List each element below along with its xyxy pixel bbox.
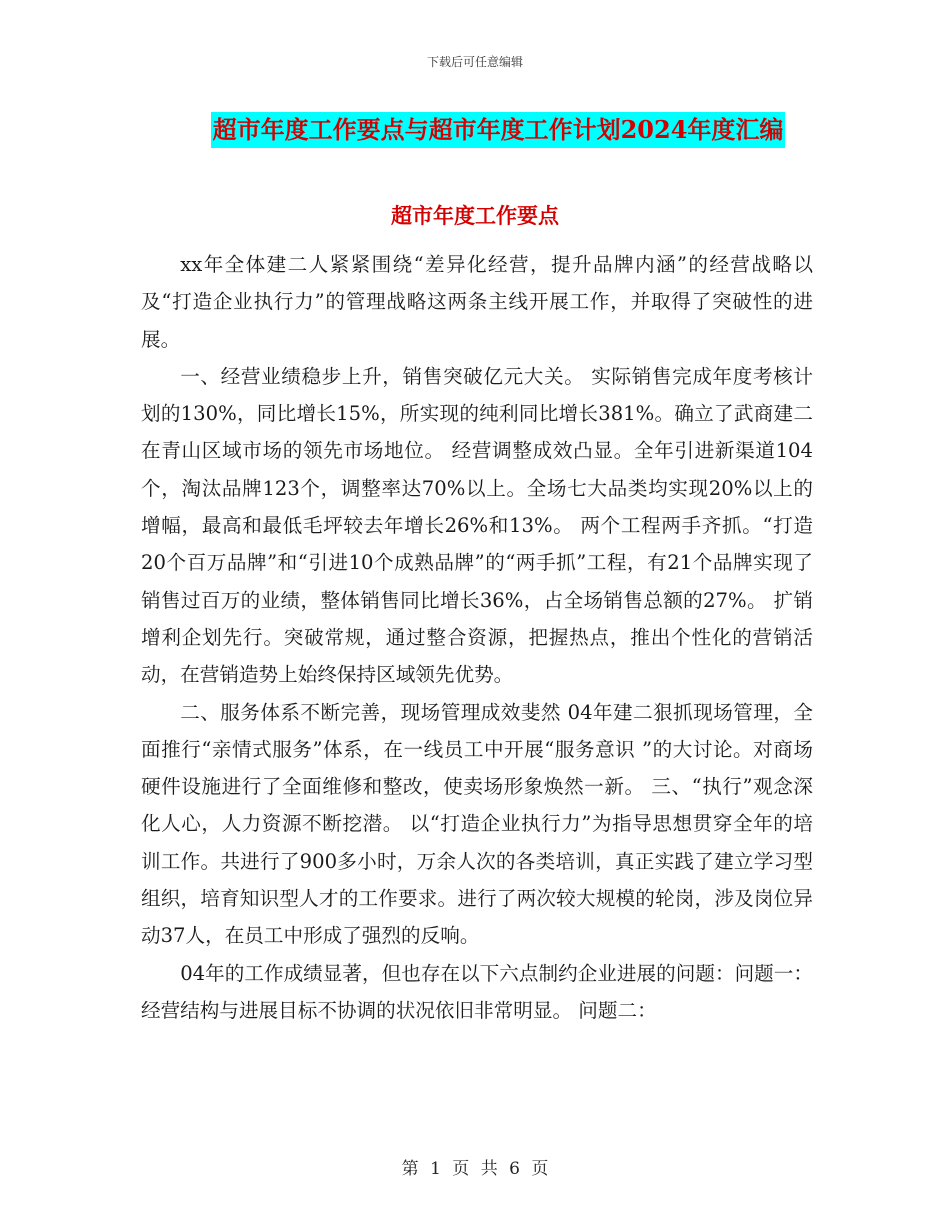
body-paragraph: 一、经营业绩稳步上升，销售突破亿元大关。 实际销售完成年度考核计划的130%，同比增长15%，所实现的纯利同比增长381%。确立了武商建二在青山区域市场的领先市场地位。 经营调整成效凸显。全年引进新渠道104个，淘汰品牌123个，调整率达70%以上。全场七大品类均实现20%以上的增幅，最高和最低毛坪较去年增长26%和13%。 两个工程两手齐抓。“打造20个百万品牌”和“引进10个成熟品牌”的“两手抓”工程，有21个品牌实现了销售过百万的业绩，整体销售同比增长36%，占全场销售总额的27%。 扩销增利企划先行。突破常规，通过整合资源，把握热点，推出个性化的营销活动，在营销造势上始终保持区域领先优势。 [141, 364, 813, 687]
body-paragraph: xx年全体建二人紧紧围绕“差异化经营，提升品牌内涵”的经营战略以及“打造企业执行力”的管理战略这两条主线开展工作，并取得了突破性的进展。 [141, 253, 813, 351]
body-paragraph: 04年的工作成绩显著，但也存在以下六点制约企业进展的问题：问题一：经营结构与进展目标不协调的状况依旧非常明显。 问题二： [141, 961, 813, 1022]
document-title: 超市年度工作要点与超市年度工作计划2024年度汇编 [211, 112, 786, 148]
section-title: 超市年度工作要点 [391, 203, 559, 228]
body-paragraph: 二、服务体系不断完善，现场管理成效斐然 04年建二狠抓现场管理，全面推行“亲情式服务”体系，在一线员工中开展“服务意识 ”的大讨论。对商场硬件设施进行了全面维修和整改，使卖场形象焕然一新。 三、“执行”观念深化人心，人力资源不断挖潜。 以“打造企业执行力”为指导思想贯穿全年的培训工作。共进行了900多小时，万余人次的各类培训，真正实践了建立学习型组织，培育知识型人才的工作要求。进行了两次较大规模的轮岗，涉及岗位异动37人，在员工中形成了强烈的反响。 [141, 700, 813, 948]
document-title-container [0, 112, 950, 148]
document-body [141, 246, 813, 1029]
page-header-note: 下载后可任意编辑 [426, 55, 523, 69]
page-number-footer: 第 1 页 共 6 页 [401, 1159, 549, 1179]
